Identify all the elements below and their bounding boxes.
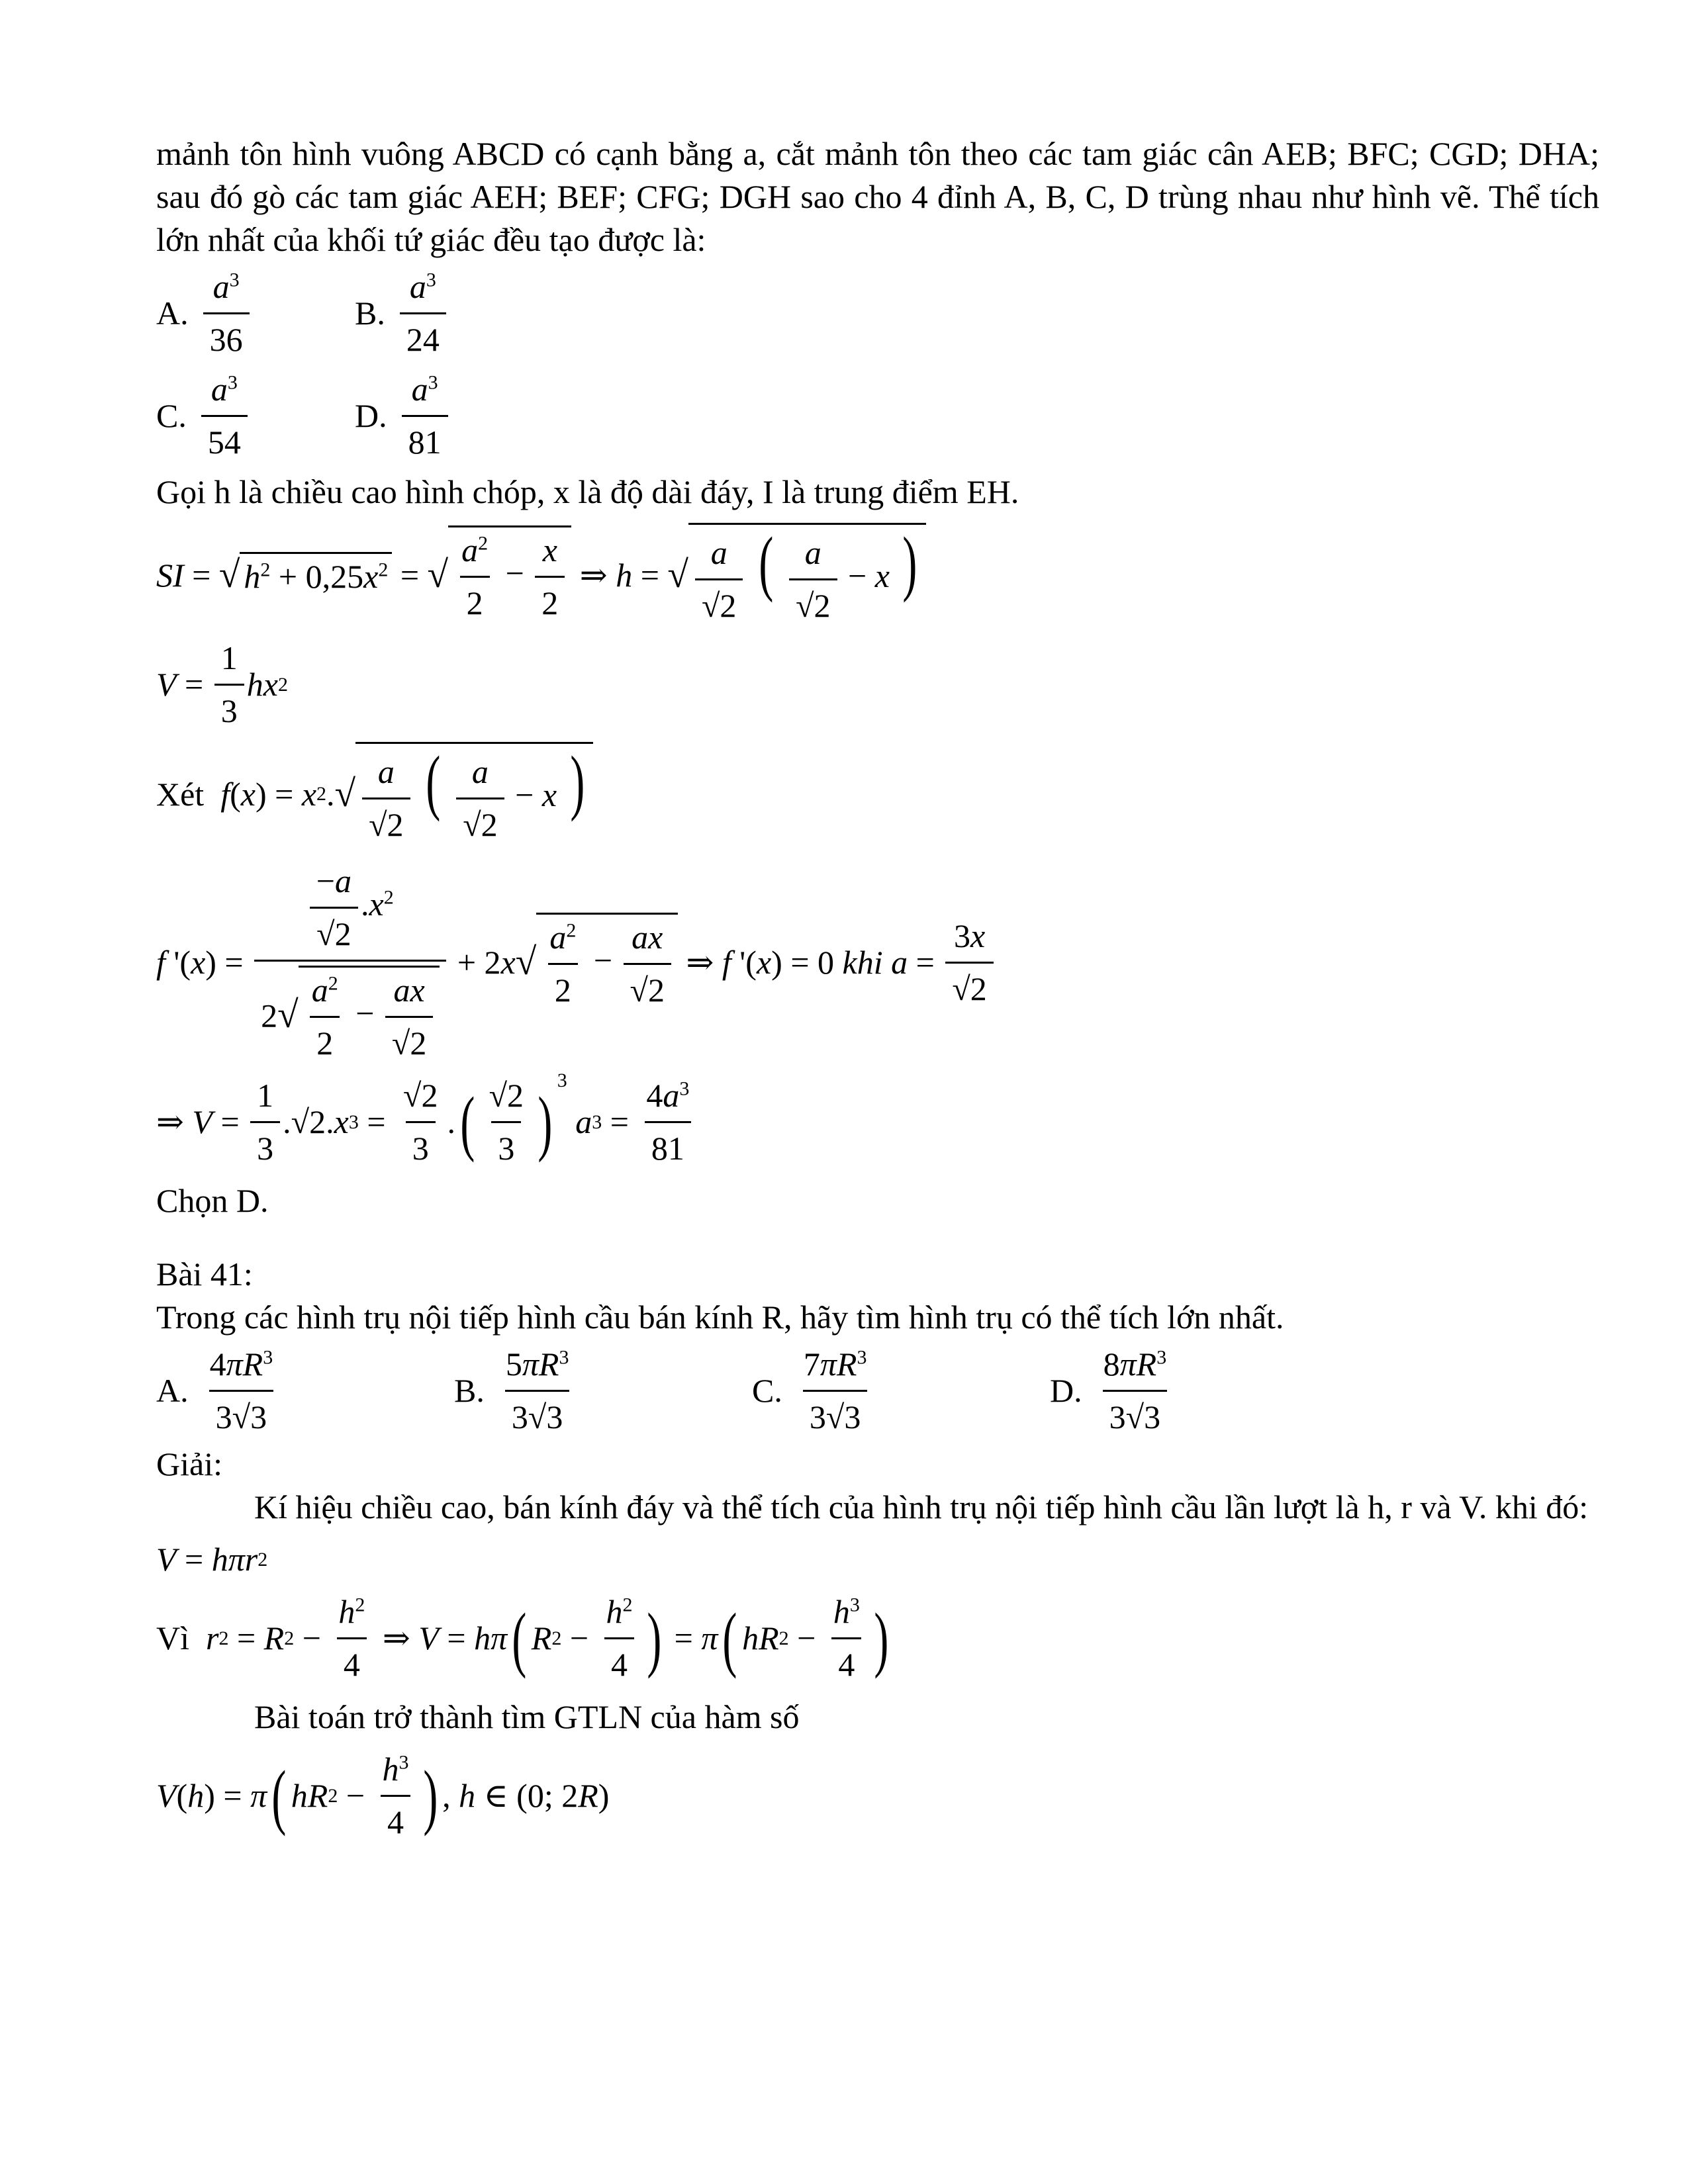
option-b xyxy=(454,1343,752,1439)
solution-heading: Giải: xyxy=(156,1445,222,1483)
solution-line1: Kí hiệu chiều cao, bán kính đáy và thể tích của hình trụ nội tiếp hình cầu lần lượt là h, r và V. khi đó: xyxy=(254,1488,1589,1526)
option-d xyxy=(355,368,451,464)
option-label: B. xyxy=(355,295,385,332)
problem41-question: Trong các hình trụ nội tiếp hình cầu bán kính R, hãy tìm hình trụ có thể tích lớn nhất. xyxy=(156,1298,1284,1336)
option-c xyxy=(752,1343,1050,1439)
option-label: D. xyxy=(355,397,387,434)
option-fraction: $\frac{4\pi R^3}{3√3}$ xyxy=(203,1343,280,1439)
solution-line3: Bài toán trở thành tìm GTLN của hàm số xyxy=(254,1698,800,1736)
option-a xyxy=(156,1343,454,1439)
option-fraction: $\frac{a^3}{54}$ xyxy=(201,368,248,464)
problem40-statement: mảnh tôn hình vuông ABCD có cạnh bằng a, cắt mảnh tôn theo các tam giác cân AEB; BFC; CGD; DHA; sau đó gò các tam giác AEH; BEF; CFG; DGH sao cho 4 đỉnh A, B, C, D trùng nhau như hình vẽ. Thể tích lớn nhất của khối tứ giác đều tạo được là: xyxy=(156,135,1599,258)
solution-intro: Gọi h là chiều cao hình chóp, x là độ dài đáy, I là trung điểm EH. xyxy=(156,473,1019,510)
formula-cylinder-volume: V = hπr 2 xyxy=(156,1541,268,1578)
consider-word: Xét xyxy=(156,775,205,813)
when-word: khi xyxy=(842,943,883,981)
formula-r-squared: Vì r 2 = R 2 − $\frac{h^2}{4}$ ⇒ V = hπ ( R 2 − $\frac{h^2}{4}$ ) = π ( hR 2 − $\frac{h^3}{4}$ ) xyxy=(156,1590,1599,1686)
option-label: D. xyxy=(1050,1372,1082,1410)
answer-choice: Chọn D. xyxy=(156,1182,269,1220)
because-word: Vì xyxy=(156,1619,189,1657)
option-label: C. xyxy=(752,1372,782,1410)
formula-derivative: f '( x ) = $\frac{-a}{√2}$ $.x^2$ 2 √ $\frac{a^2}{2}$ − $\frac{ax}{√2}$ + 2 x √ $\frac{a^2}{2}$ − $\frac{ax}{√2}$ ⇒ f '( x ) = 0 khi a = $\frac{3x}{√2}$ xyxy=(156,860,1599,1065)
formula-fx: Xét f ( x ) = x 2 . √ $\frac{a}{√2}$ ( $\frac{a}{√2}$ − x ) xyxy=(156,742,1599,846)
document-page xyxy=(156,132,1599,1853)
formula-volume: V = $\frac{1}{3}$ hx 2 xyxy=(156,637,1599,733)
problem40-options-row1 xyxy=(156,265,1599,361)
option-fraction: $\frac{a^3}{24}$ xyxy=(400,265,446,361)
problem41-heading: Bài 41: xyxy=(156,1255,253,1293)
option-fraction: $\frac{7\pi R^3}{3√3}$ xyxy=(797,1343,874,1439)
option-fraction: $\frac{a^3}{36}$ xyxy=(203,265,250,361)
option-c xyxy=(156,368,355,464)
option-b xyxy=(355,265,449,361)
option-fraction: $\frac{5\pi R^3}{3√3}$ xyxy=(499,1343,576,1439)
option-fraction: $\frac{a^3}{81}$ xyxy=(402,368,448,464)
option-label: A. xyxy=(156,1372,189,1410)
option-a xyxy=(156,265,355,361)
problem40-options-row2 xyxy=(156,368,1599,464)
option-d xyxy=(1050,1343,1176,1439)
option-label: B. xyxy=(454,1372,485,1410)
option-fraction: $\frac{8\pi R^3}{3√3}$ xyxy=(1097,1343,1174,1439)
formula-si: SI = √ $h^2 + 0,25x^2$ = √ $\frac{a^2}{2}$ − $\frac{x}{2}$ ⇒ h = √ $\frac{a}{√2}$ ( $\frac{a}{√2}$ − x ) xyxy=(156,523,1599,627)
formula-final-volume: ⇒ V = $\frac{1}{3}$ .√2. x 3 = $\frac{√2}{3}$ . ( $\frac{√2}{3}$ ) 3 a 3 = $\frac{4a^3}{81}$ xyxy=(156,1074,1599,1170)
problem41-options xyxy=(156,1343,1599,1439)
option-label: C. xyxy=(156,397,187,434)
formula-vh: V ( h ) = π ( hR 2 − $\frac{h^3}{4}$ ) , h ∈ (0; 2 R ) xyxy=(156,1748,1599,1844)
option-label: A. xyxy=(156,295,189,332)
